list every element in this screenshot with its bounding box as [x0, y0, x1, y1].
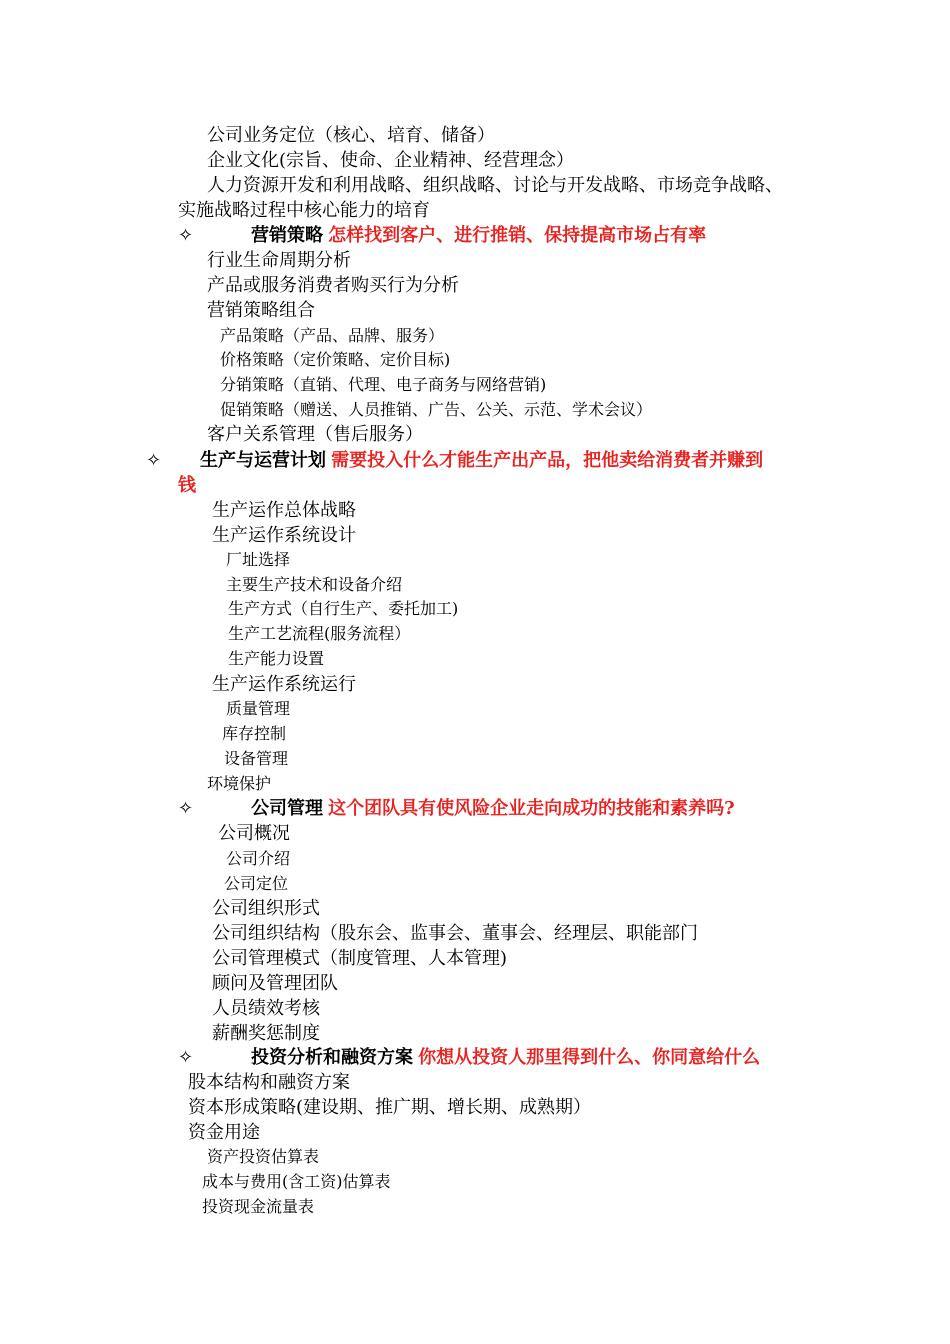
heading-title: 投资分析和融资方案	[251, 1047, 413, 1068]
text-line: 库存控制	[222, 724, 287, 743]
text-line: 客户关系管理（售后服务）	[207, 424, 423, 445]
text-line: 主要生产技术和设备介绍	[226, 575, 403, 594]
text-line: 质量管理	[226, 699, 291, 718]
heading-question: 怎样找到客户、进行推销、保持提高市场占有率	[328, 225, 707, 246]
text-line: 促销策略（赠送、人员推销、广告、公关、示范、学术会议）	[220, 400, 653, 419]
section-heading-investment	[251, 1049, 760, 1067]
diamond-bullet-icon: ✧	[146, 450, 162, 471]
text-line: 公司组织结构（股东会、监事会、董事会、经理层、职能部门	[212, 923, 698, 944]
text-line: 企业文化(宗旨、使命、企业精神、经营理念）	[207, 150, 575, 171]
text-line: 公司业务定位（核心、培育、储备）	[207, 125, 495, 146]
text-line: 分销策略（直销、代理、电子商务与网络营销)	[220, 375, 547, 394]
text-line: 生产运作系统运行	[212, 674, 356, 695]
text-line: 实施战略过程中核心能力的培育	[178, 200, 430, 221]
text-line: 厂址选择	[226, 550, 291, 569]
heading-question-continued: 钱	[178, 475, 196, 496]
text-line: 行业生命周期分析	[207, 250, 351, 271]
section-heading-production	[200, 452, 763, 470]
diamond-bullet-icon: ✧	[178, 798, 194, 819]
heading-question: 需要投入什么才能生产出产品，把他卖给消费者并赚到	[331, 450, 764, 471]
diamond-bullet-icon: ✧	[178, 1047, 194, 1068]
heading-question: 这个团队具有使风险企业走向成功的技能和素养吗?	[328, 798, 735, 819]
text-line: 薪酬奖惩制度	[212, 1023, 320, 1044]
text-line: 价格策略（定价策略、定价目标)	[220, 350, 451, 369]
text-line: 营销策略组合	[207, 300, 315, 321]
text-line: 人员绩效考核	[212, 998, 320, 1019]
text-line: 产品或服务消费者购买行为分析	[207, 275, 459, 296]
text-line: 生产方式（自行生产、委托加工)	[228, 599, 459, 618]
text-line: 生产运作总体战略	[212, 500, 356, 521]
text-line: 成本与费用(含工资)估算表	[202, 1172, 391, 1191]
text-line: 生产工艺流程(服务流程）	[228, 624, 411, 643]
text-line: 公司组织形式	[212, 898, 320, 919]
text-line: 生产能力设置	[228, 649, 325, 668]
text-line: 资金用途	[188, 1122, 260, 1143]
text-line: 公司管理模式（制度管理、人本管理)	[212, 948, 508, 969]
text-line: 环境保护	[207, 774, 272, 793]
text-line: 资产投资估算表	[207, 1147, 320, 1166]
section-heading-marketing	[251, 227, 706, 245]
heading-title: 营销策略	[251, 225, 323, 246]
heading-title: 公司管理	[251, 798, 323, 819]
text-line: 资本形成策略(建设期、推广期、增长期、成熟期）	[188, 1097, 592, 1118]
heading-title: 生产与运营计划	[200, 450, 326, 471]
text-line: 股本结构和融资方案	[188, 1072, 350, 1093]
text-line: 生产运作系统设计	[212, 525, 356, 546]
diamond-bullet-icon: ✧	[178, 225, 194, 246]
text-line: 投资现金流量表	[202, 1197, 315, 1216]
text-line: 产品策略（产品、品牌、服务）	[220, 326, 445, 345]
text-line: 公司定位	[224, 874, 289, 893]
text-line: 人力资源开发和利用战略、组织战略、讨论与开发战略、市场竞争战略、	[207, 175, 783, 196]
text-line: 顾问及管理团队	[212, 973, 338, 994]
heading-question: 你想从投资人那里得到什么、你同意给什么	[418, 1047, 761, 1068]
text-line: 公司概况	[218, 823, 290, 844]
section-heading-management	[251, 800, 735, 818]
text-line: 设备管理	[224, 749, 289, 768]
text-line: 公司介绍	[226, 849, 291, 868]
